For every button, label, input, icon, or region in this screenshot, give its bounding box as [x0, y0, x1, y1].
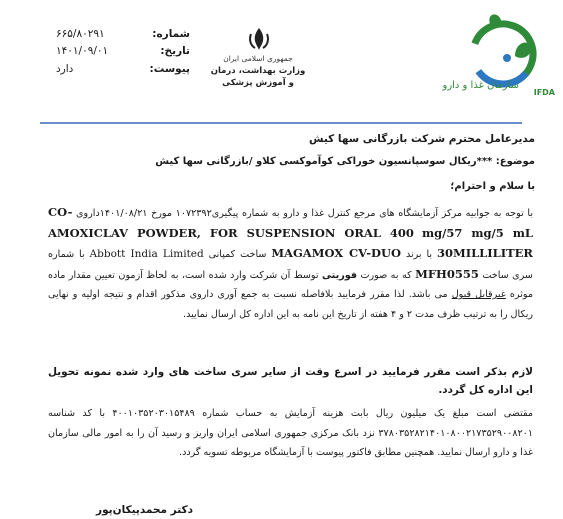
meta-number-label: شماره: — [152, 28, 190, 40]
p1-intro: با توجه به جوابیه مرکز آزمایشگاه های مرجع کنترل غذا و دارو به شماره پیگیری۱۰۷۲۳۹۲ مورخ ۱۴۰۱/۰۸/۲۱داروی — [76, 208, 533, 219]
p1-urgent-prefix: که به صورت — [360, 269, 412, 281]
signatory: دکتر محمدپیکان‌پور — [96, 504, 193, 516]
meta-date-value: ۱۴۰۱/۰۹/۰۱ — [56, 45, 109, 57]
p1-batch-prefix: با شماره سری ساخت — [48, 249, 533, 281]
gov-line-1: جمهوری اسلامی ایران — [223, 54, 293, 63]
iran-emblem-icon — [246, 26, 272, 52]
gov-line-3: و آموزش پزشکی — [222, 78, 294, 88]
p1-company-prefix: ساخت کمپانی — [208, 249, 267, 260]
addressee: مدیرعامل محترم شرکت بازرگانی سها کیش — [309, 133, 535, 145]
p1-test: توسط آن شرکت وارد شده است، به لحاظ آزمون تعیین مقدار ماده موثره — [48, 269, 533, 300]
batch-number: MFH0555 — [415, 266, 479, 281]
meta-number-value: ۶۶۵/۸۰۲۹۱ — [56, 28, 105, 40]
product-name: CO-AMOXICLAV POWDER, FOR SUSPENSION ORAL 400 — [48, 205, 414, 240]
greeting: با سلام و احترام؛ — [450, 181, 535, 192]
gov-line-2: وزارت بهداشت، درمان — [210, 66, 306, 76]
header-divider — [40, 122, 522, 124]
meta-attachment-value: دارد — [56, 63, 74, 75]
brand-name: MAGAMOX CV-DUO — [271, 246, 402, 260]
meta-number — [40, 28, 190, 44]
product-dose: mg/57 mg/5 mL 30MILLILITER — [421, 225, 533, 260]
meta-attachment — [40, 63, 190, 79]
ifda-name: سازمان غذا و دارو — [442, 80, 519, 91]
meta-date — [40, 45, 190, 61]
company-name: Abbott India Limited — [89, 248, 204, 260]
paragraph-recall — [48, 203, 533, 324]
meta-attachment-label: پیوست: — [149, 63, 190, 75]
urgent-label: فوریتی — [321, 269, 358, 281]
paragraph-payment: مقتضی است مبلغ یک میلیون ریال بابت هزینه آزمایش به حساب شماره ۴۰۰۱۰۳۵۲۰۳۰۱۵۴۸۹ با کد شناسه ۳۷۸۰۳۵۲۸۲۱۴۰۱۰۸۰۰۲۱۷۳۵۲۹۰۰۸۲۰۱ نزد بانک مرکزی جمهوری اسلامی ایران واریز و رسید آن را به امور مالی سازمان غذا و دارو ارسال نمایید. همچنین مطابق فاکتور پیوست با آزمایشگاه مربوطه تسویه گردد. — [48, 408, 533, 458]
subject: موضوع: ***ریکال سوسپانسیون خوراکی کوآموکسی کلاو /بازرگانی سها کیش — [155, 156, 535, 167]
unacceptable-label: غیرقابل قبول — [451, 289, 506, 300]
meta-date-label: تاریخ: — [160, 45, 190, 57]
p1-instruction: می باشد. لذا مقرر فرمایید بلافاصله نسبت به جمع آوری داروی مذکور اقدام و نتیجه اولیه و نهایی ریکال را به ترتیب ظرف مدت ۲ و ۴ هفته از تاریخ این نامه به این اداره کل ارسال نمایید. — [48, 289, 533, 320]
ifda-abbr: IFDA — [533, 88, 555, 97]
paragraph-samples: لازم بذکر است مقرر فرمایید در اسرع وقت از سایر سری ساخت های وارد شده نمونه تحویل این اداره کل گردد. — [48, 366, 533, 396]
p1-brand-prefix: با برند — [405, 249, 433, 260]
